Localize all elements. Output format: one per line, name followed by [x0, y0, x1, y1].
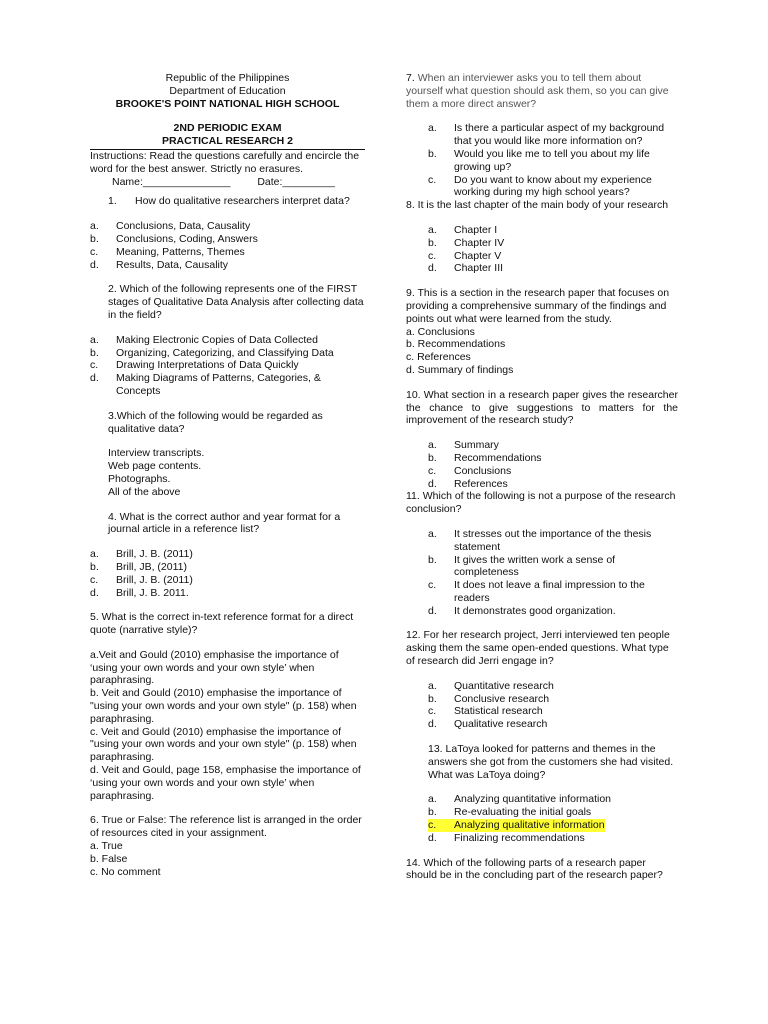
option[interactable]: a. Conclusions — [406, 325, 475, 338]
option[interactable]: c. Conclusions — [428, 464, 512, 477]
question-4: 4. What is the correct author and year format for a journal article in a reference list? — [108, 510, 341, 536]
option[interactable]: a. Chapter I — [428, 223, 498, 236]
option[interactable]: b. Conclusions, Coding, Answers — [90, 232, 258, 245]
option[interactable]: c. References — [406, 351, 471, 364]
option[interactable]: a.Veit and Gould (2010) emphasise the importance of ‘using your own words and your own style’ when paraphrasing. — [90, 648, 339, 687]
question-1-options — [90, 220, 365, 271]
question-9: 9. This is a section in the research paper that focuses on providing a comprehensive summary of the findings and points out what were learned from the study. — [406, 287, 670, 325]
option[interactable]: c. No comment — [90, 865, 161, 878]
option[interactable]: d. Veit and Gould, page 158, emphasise the importance of ‘using your own words and your own style’ when paraphrasing. — [90, 764, 361, 802]
option[interactable]: b. Conclusive research — [428, 692, 550, 705]
option[interactable]: a. Making Electronic Copies of Data Collected — [90, 333, 318, 346]
option[interactable]: b. Re-evaluating the initial goals — [428, 806, 592, 819]
option[interactable]: d. References — [428, 477, 508, 490]
question-13: 13. LaToya looked for patterns and themes in the answers she got from the customers she had visited. What was LaToya doing? — [428, 743, 674, 781]
option[interactable]: b. Recommendations — [406, 338, 506, 351]
question-8-options — [428, 224, 678, 275]
option[interactable]: b. Brill, JB, (2011) — [90, 560, 187, 573]
question-13-options — [428, 793, 678, 844]
option[interactable]: Interview transcripts. — [108, 447, 205, 460]
option[interactable]: b. Would you like me to tell you about my life growing up? — [428, 147, 650, 173]
question-10: 10. What section in a research paper gives the researcher the chance to give suggestions to matters for the improvement of the research study? — [406, 388, 678, 427]
option[interactable]: a. Is there a particular aspect of my background that you would like more information on? — [428, 122, 665, 148]
school-name: BROOKE'S POINT NATIONAL HIGH SCHOOL — [115, 97, 340, 110]
option[interactable]: a. It stresses out the importance of the thesis statement — [428, 527, 652, 553]
option[interactable]: b. It gives the written work a sense of completeness — [428, 553, 616, 579]
question-10-options — [428, 439, 678, 490]
question-2: 2. Which of the following represents one of the FIRST stages of Qualitative Data Analysis after collecting data in the field? — [108, 283, 364, 321]
option[interactable]: d. Making Diagrams of Patterns, Categories, & Concepts — [90, 372, 321, 397]
option[interactable]: c. Do you want to know about my experience working during my high school years? — [428, 173, 652, 199]
option[interactable]: d. Brill, J. B. 2011. — [90, 586, 189, 599]
option[interactable]: c. Chapter V — [428, 249, 502, 262]
option[interactable]: d. Results, Data, Causality — [90, 258, 229, 271]
question-8: 8. It is the last chapter of the main body of your research — [406, 199, 669, 212]
option[interactable]: b. Organizing, Categorizing, and Classifying Data — [90, 346, 334, 359]
instructions: Instructions: Read the questions carefully and encircle the word for the best answer. Strictly no erasures. — [90, 149, 360, 175]
question-text: When an interviewer asks you to tell them about yourself what question should ask them, so you can give them a more direct answer? — [406, 72, 669, 110]
option[interactable]: a. Summary — [428, 439, 499, 452]
option[interactable]: a. Conclusions, Data, Causality — [90, 220, 251, 233]
option[interactable]: b. Recommendations — [428, 451, 542, 464]
option[interactable]: b. Chapter IV — [428, 236, 505, 249]
option[interactable]: d. Summary of findings — [406, 363, 514, 376]
option[interactable]: a. Brill, J. B. (2011) — [90, 548, 193, 561]
option[interactable]: c. Brill, J. B. (2011) — [90, 573, 193, 586]
department-line: Department of Education — [169, 84, 286, 97]
option[interactable]: Web page contents. — [108, 460, 202, 473]
republic-line: Republic of the Philippines — [165, 72, 290, 84]
question-5: 5. What is the correct in-text reference format for a direct quote (narrative style)? — [90, 611, 354, 637]
left-column — [90, 72, 365, 878]
option[interactable]: b. Veit and Gould (2010) emphasise the importance of "using your own words and your own style" (p. 158) when paraphrasing. — [90, 687, 357, 725]
option[interactable]: a. Quantitative research — [428, 679, 554, 692]
subject-title: PRACTICAL RESEARCH 2 — [161, 135, 294, 148]
option[interactable]: a. True — [90, 840, 123, 853]
question-3: 3.Which of the following would be regarded as qualitative data? — [108, 409, 323, 435]
option[interactable]: c. Veit and Gould (2010) emphasise the importance of "using your own words and your own style" (p. 158) when paraphrasing. — [90, 725, 357, 764]
name-field[interactable]: Name:_______________ — [112, 175, 231, 188]
option[interactable]: c. It does not leave a final impression to the readers — [428, 579, 645, 604]
question-11: 11. Which of the following is not a purpose of the research conclusion? — [406, 490, 676, 516]
exam-title: 2ND PERIODIC EXAM — [173, 122, 282, 135]
right-column — [406, 72, 678, 882]
option[interactable]: Photographs. — [108, 472, 171, 485]
option[interactable]: d. Finalizing recommendations — [428, 831, 585, 844]
option[interactable]: d. Qualitative research — [428, 718, 548, 731]
option[interactable]: d. Chapter III — [428, 262, 504, 275]
question-7-options — [428, 122, 678, 199]
date-field[interactable]: Date:_________ — [257, 175, 335, 188]
option[interactable]: c. Drawing Interpretations of Data Quickly — [90, 359, 299, 372]
option[interactable]: b. False — [90, 852, 128, 865]
option[interactable]: d. It demonstrates good organization. — [428, 604, 616, 617]
question-12-options — [428, 680, 678, 731]
highlighted-option[interactable]: c. Analyzing qualitative information — [428, 819, 605, 832]
question-11-options — [428, 528, 678, 618]
question-7 — [406, 72, 678, 110]
question-2-options — [90, 334, 365, 398]
question-3-items — [108, 447, 365, 498]
option[interactable]: c. Meaning, Patterns, Themes — [90, 245, 245, 258]
question-number: 1. — [108, 195, 117, 208]
question-12: 12. For her research project, Jerri interviewed ten people asking them the same open-ended questions. What type of research did Jerri engage in? — [406, 629, 670, 668]
question-text: How do qualitative researchers interpret data? — [135, 195, 350, 208]
question-1 — [108, 195, 365, 208]
option[interactable]: a. Analyzing quantitative information — [428, 793, 612, 806]
option[interactable]: c. Statistical research — [428, 705, 543, 718]
name-date-line — [90, 176, 365, 189]
question-4-options — [90, 548, 365, 599]
question-6: 6. True or False: The reference list is arranged in the order of resources cited in your assignment. — [90, 814, 362, 840]
question-number: 7. — [406, 72, 415, 84]
question-14: 14. Which of the following parts of a research paper should be in the concluding part of the research paper? — [406, 856, 663, 882]
option[interactable]: All of the above — [108, 485, 181, 498]
